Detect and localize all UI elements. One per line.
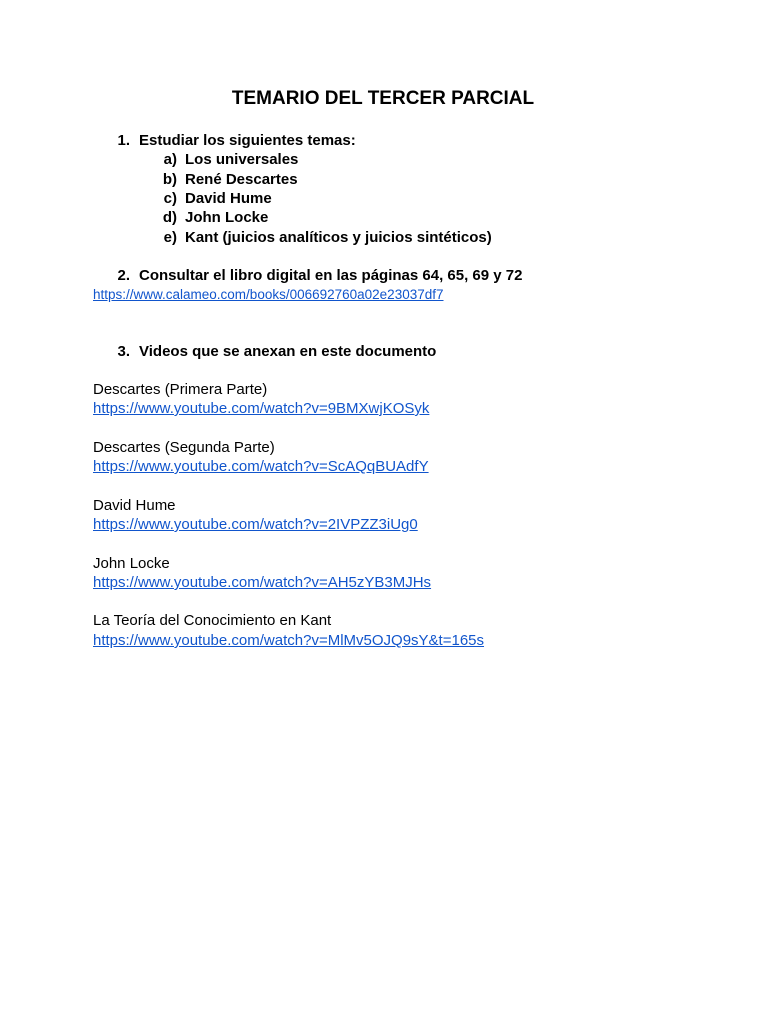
topic-letter: d) — [162, 209, 177, 226]
section-1-number: 1. — [117, 132, 130, 149]
topic-letter: a) — [163, 151, 177, 168]
section-1-heading: Estudiar los siguientes temas: — [139, 132, 356, 149]
topic-item: Kant (juicios analíticos y juicios sintéticos) — [185, 229, 492, 246]
topic-item: David Hume — [185, 190, 272, 207]
video-title: David Hume — [93, 497, 176, 514]
video-title: Descartes (Primera Parte) — [93, 381, 268, 398]
topic-item: Los universales — [185, 151, 299, 168]
section-3-number: 3. — [117, 343, 130, 360]
video-link[interactable]: https://www.youtube.com/watch?v=ScAQqBUAdfY — [93, 458, 429, 475]
topic-letter: e) — [163, 229, 177, 246]
video-link[interactable]: https://www.youtube.com/watch?v=2IVPZZ3iUg0 — [93, 516, 418, 533]
section-3-heading: Videos que se anexan en este documento — [139, 343, 437, 360]
topic-item: John Locke — [185, 209, 269, 226]
video-title: Descartes (Segunda Parte) — [93, 439, 275, 456]
video-title: La Teoría del Conocimiento en Kant — [93, 612, 332, 629]
topic-letter: b) — [162, 171, 177, 188]
section-2-number: 2. — [117, 267, 130, 284]
video-link[interactable]: https://www.youtube.com/watch?v=AH5zYB3MJHs — [93, 574, 432, 591]
topic-item: René Descartes — [185, 171, 298, 188]
calameo-book-link[interactable]: https://www.calameo.com/books/006692760a02e23037df7 — [93, 287, 444, 302]
video-title: John Locke — [93, 555, 170, 572]
document-title: TEMARIO DEL TERCER PARCIAL — [231, 88, 535, 109]
topic-letter: c) — [163, 190, 177, 207]
video-link[interactable]: https://www.youtube.com/watch?v=9BMXwjKOSyk — [93, 400, 430, 417]
video-link[interactable]: https://www.youtube.com/watch?v=MlMv5OJQ9sY&t=165s — [93, 632, 485, 649]
section-2-heading: Consultar el libro digital en las páginas 64, 65, 69 y 72 — [139, 267, 523, 284]
